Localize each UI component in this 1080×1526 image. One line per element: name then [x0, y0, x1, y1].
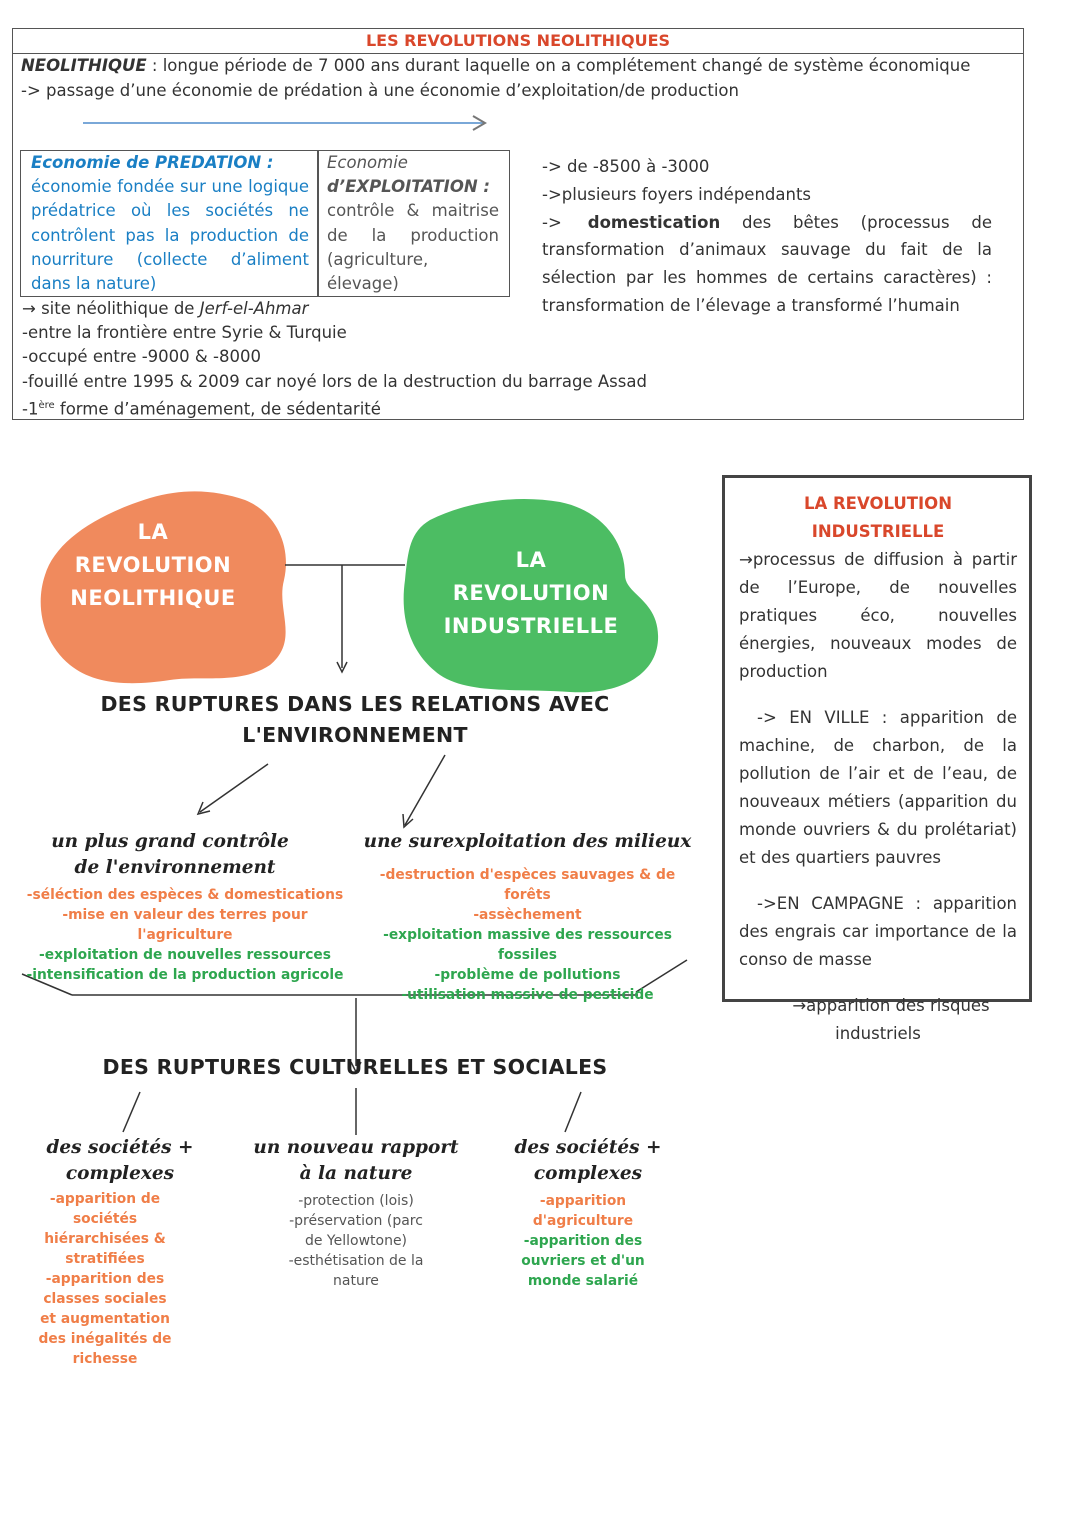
- col3-item: monde salarié: [527, 1273, 639, 1289]
- col1-item: des inégalités de: [38, 1331, 172, 1347]
- blob-industrial-label: LA REVOLUTION INDUSTRIELLE: [443, 548, 619, 638]
- site-line: -fouillé entre 1995 & 2009 car noyé lors de la destruction du barrage Assad: [22, 372, 647, 391]
- predation-line: prédatrice où les sociétés ne: [31, 201, 309, 221]
- predation-line: contrôlent pas la production de: [31, 225, 309, 245]
- passage-text: -> passage d’une économie de prédation à une économie d’exploitation/de production: [21, 81, 739, 100]
- predation-line: économie fondée sur une logique: [31, 177, 309, 197]
- industrial-intro: →processus de diffusion à partir de l’Europe, de nouvelles pratiques éco, nouvelles énergies, nouveaux modes de production: [739, 550, 1017, 681]
- definition-text: : longue période de 7 000 ans durant laquelle on a complétement changé de système économique: [146, 56, 971, 75]
- domestication-note: -> domestication des bêtes (processus de transformation d’animaux sauvage du fait de la sélection par les hommes de certains caractères) : transformation de l’élevage a transformé l’humain: [542, 212, 992, 315]
- social-col-2: un nouveau rapport à la nature -protection (lois) -préservation (parc de Yellowtone) -esthétisation de la nature: [246, 1135, 466, 1291]
- overexp-title: une surexploitation des milieux: [363, 831, 692, 852]
- col2-item: de Yellowtone): [304, 1233, 408, 1249]
- control-item: -séléction des espèces & domestications: [26, 887, 344, 903]
- right-note: -> de -8500 à -3000: [542, 157, 710, 176]
- col1-item: richesse: [72, 1351, 138, 1367]
- col3-item: d'agriculture: [532, 1213, 634, 1229]
- col3-item: ouvriers et d'un: [521, 1253, 645, 1269]
- predation-line: nourriture (collecte d’aliment: [31, 249, 309, 269]
- overexp-item: -problème de pollutions: [434, 967, 621, 983]
- col1-item: stratifiées: [65, 1251, 145, 1267]
- col1-item: hiérarchisées &: [44, 1231, 166, 1247]
- overexp-item: -utilisation massive de pesticide: [401, 987, 654, 1003]
- site-line: -1ère forme d’aménagement, de sédentarité: [22, 399, 381, 419]
- blob-neolithic-label: LA REVOLUTION NEOLITHIQUE: [70, 520, 236, 610]
- col3-item: -apparition des: [523, 1233, 643, 1249]
- col1-item: et augmentation: [40, 1311, 170, 1327]
- predation-title: Economie de PREDATION :: [31, 153, 274, 172]
- overexp-item: -destruction d'espèces sauvages & de forêts: [379, 867, 676, 903]
- control-item: -mise en valeur des terres pour l'agriculture: [62, 907, 308, 943]
- col1-item: -apparition des: [45, 1271, 165, 1287]
- col3-item: -apparition: [539, 1193, 627, 1209]
- exploitation-line: contrôle & maitrise: [327, 201, 499, 221]
- predation-cell: [31, 151, 309, 296]
- industrial-city: -> EN VILLE : apparition de machine, de charbon, de la pollution de l’air et de l’eau, de nouveaux métiers (apparition du monde ouvriers & du prolétariat) et des quartiers pauvres: [739, 708, 1017, 867]
- overexp-item: -exploitation massive des ressources fossiles: [383, 927, 672, 963]
- neolithic-definition: [21, 54, 970, 78]
- overexp-item: -assèchement: [473, 907, 582, 923]
- control-item: -exploitation de nouvelles ressources: [39, 947, 331, 963]
- economy-comparison-table: [20, 150, 510, 297]
- neolithic-right-notes: [542, 153, 992, 320]
- site-line: -entre la frontière entre Syrie & Turquie: [22, 323, 347, 342]
- site-line: → site néolithique de Jerf-el-Ahmar: [22, 299, 309, 318]
- col2-item: -esthétisation de la: [288, 1253, 424, 1269]
- col1-item: classes sociales: [43, 1291, 167, 1307]
- env-heading: DES RUPTURES DANS LES RELATIONS AVEC L'ENVIRONNEMENT: [100, 692, 610, 747]
- site-line: -occupé entre -9000 & -8000: [22, 347, 261, 366]
- control-item: -intensification de la production agricole: [26, 967, 344, 983]
- industrial-box: [722, 475, 1032, 1043]
- right-note: ->plusieurs foyers indépendants: [542, 184, 812, 204]
- social-col-1: des sociétés + complexes -apparition de sociétés hiérarchisées & stratifiées -apparition des classes sociales et augmentation des inégalités de richesse: [20, 1135, 220, 1369]
- exploitation-title-2: d’EXPLOITATION :: [327, 177, 490, 197]
- site-name: Jerf-el-Ahmar: [199, 299, 309, 318]
- col2-item: nature: [333, 1273, 379, 1289]
- neolithic-title: LES REVOLUTIONS NEOLITHIQUES: [13, 29, 1023, 54]
- industrial-risks: industriels: [835, 1024, 921, 1043]
- col1-item: -apparition de: [49, 1191, 161, 1207]
- predation-line: dans la nature): [31, 274, 157, 294]
- industrial-country: ->EN CAMPAGNE : apparition des engrais car importance de la conso de masse: [739, 894, 1017, 969]
- col2-item: -préservation (parc: [289, 1213, 423, 1229]
- exploitation-line: de la production: [327, 225, 499, 245]
- exploitation-cell: [327, 151, 499, 296]
- social-heading: DES RUPTURES CULTURELLES ET SOCIALES: [102, 1055, 608, 1079]
- definition-term: NEOLITHIQUE: [21, 56, 147, 75]
- industrial-title: LA REVOLUTION INDUSTRIELLE: [803, 494, 953, 541]
- control-title: de l'environnement: [74, 857, 276, 878]
- control-column: [20, 829, 350, 985]
- industrial-risks: →apparition des risques: [792, 996, 990, 1015]
- arrow-right-icon: [81, 113, 491, 133]
- col1-item: sociétés: [72, 1211, 138, 1227]
- overexploitation-column: [355, 829, 700, 1005]
- social-col-3: des sociétés + complexes -apparition d'agriculture -apparition des ouvriers et d'un monde salarié: [488, 1135, 688, 1291]
- exploitation-line: (agriculture, élevage): [327, 249, 429, 294]
- col2-item: -protection (lois): [298, 1193, 414, 1209]
- exploitation-title-1: Economie: [327, 153, 408, 172]
- control-title: un plus grand contrôle: [51, 831, 289, 852]
